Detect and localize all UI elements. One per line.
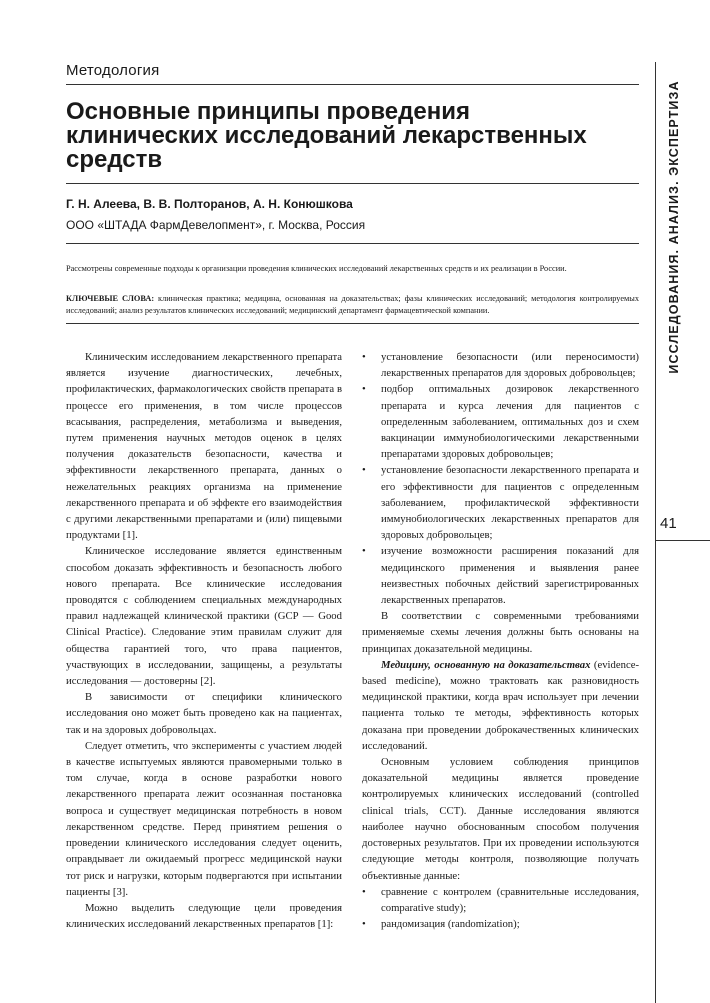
paragraph: Основным условием соблюдения принципов доказательной медицины является проведение контролируемых клинических исследований (controlled clinical trials, CCT). Данные исследования являются наиболее научно обоснованным способом получения достоверных результатов. При их проведении используются следующие методы контроля, позволяющие получать объективные данные: <box>362 756 639 882</box>
emphasis: Медицину, основанную на доказательствах <box>381 658 591 671</box>
bullet-icon: • <box>362 351 366 363</box>
divider <box>66 84 639 85</box>
sidebar-rule <box>655 62 656 1003</box>
paragraph: Медицину, основанную на доказательствах (evidence-based medicine), можно трактовать как разновидность медицинской практики, когда врач использует при лечении пациента только те методы, эффективность которых доказана при проведении доброкачественных клинических исследований. <box>362 658 640 752</box>
list-item: • подбор оптимальных дозировок лекарственного препарата и курса лечения для пациентов с определенным заболеванием, оптимальных доз и схем вакцинации иммунобиологическими лекарственными препаратами здоровых добровольцев; <box>362 383 639 461</box>
article-title: Основные принципы проведения клинических исследований лекарственных средств <box>66 98 587 173</box>
body-column-right <box>362 349 639 932</box>
keywords-text: клиническая практика; медицина, основанная на доказательствах; фазы клинических исследований; методология контролируемых исследований; анализ результатов клинических исследований; медицинский департамент фармацевтической компании. <box>66 294 639 315</box>
list-item: • изучение возможности расширения показаний для медицинского применения и выявления ранее неизвестных побочных действий зарегистрированных лекарственных препаратов. <box>362 545 639 607</box>
authors: Г. Н. Алеева, В. В. Полторанов, А. Н. Конюшкова <box>66 197 353 211</box>
paragraph: Клиническим исследованием лекарственного препарата является изучение диагностических, лечебных, профилактических, фармакологических свойств препарата в процессе его применения, в том числе процессов всасывания, распределения, метаболизма и выведения, путем применения научных методов оценок в целях получения доказательств безопасности, качества и эффективности лекарственного препарата, данных о нежелательных реакциях организма на применение лекарственного препарата и об эффекте его взаимодействия с другими лекарственными препаратами и (или) пищевыми продуктами [1]. <box>66 351 342 542</box>
bullet-icon: • <box>362 464 366 477</box>
list-item: • сравнение с контролем (сравнительные исследования, comparative study); <box>362 885 639 914</box>
affiliation: ООО «ШТАДА ФармДевелопмент», г. Москва, Россия <box>66 218 366 232</box>
paragraph: Можно выделить следующие цели проведения клинических исследований лекарственных препаратов [1]: <box>66 901 342 931</box>
body-column-left <box>66 349 342 932</box>
keywords <box>66 293 639 317</box>
goals-list <box>362 349 639 608</box>
divider <box>66 183 639 184</box>
list-item: • рандомизация (randomization); <box>362 916 639 932</box>
paragraph: Клиническое исследование является единственным способом доказать эффективность и безопасность любого нового препарата. Все клинические исследования проводятся с соблюдением специальных международных правил надлежащей клинической практики (GCP — Good Clinical Practice). Следование этим правилам служит для общества гарантией того, что права пациентов, участвующих в исследовании, защищены, а результаты исследования — достоверны [2]. <box>66 545 342 688</box>
bullet-icon: • <box>362 545 366 558</box>
paragraph: Следует отметить, что эксперименты с участием людей в качестве испытуемых являются правомерными только в том случае, когда в основе разработки нового лекарственного препарата лежит осознанная постановка вопроса и существует медицинская потребность в новом лекарственном средстве. Перед принятием решения о проведении клинического исследования следует оценить, оправдывает ли ожидаемый прогресс медицинской науки тот риск и нагрузки, которым подвергаются при испытании пациенты [3]. <box>66 739 342 898</box>
divider <box>66 323 639 324</box>
paragraph: В соответствии с современными требованиями применяемые схемы лечения должны быть основаны на принципах доказательной медицины. <box>362 610 639 655</box>
methods-list <box>362 884 639 933</box>
bullet-icon: • <box>362 885 366 898</box>
keywords-label: КЛЮЧЕВЫЕ СЛОВА: <box>66 294 155 303</box>
divider <box>66 243 639 244</box>
section-label: Методология <box>66 62 160 79</box>
divider <box>655 540 710 541</box>
list-item: • установление безопасности лекарственного препарата и его эффективности для пациентов с определенным заболеванием, профилактической эффективности иммунобиологических лекарственных препаратов для здоровых добровольцев; <box>362 464 639 542</box>
page-number: 41 <box>660 515 677 532</box>
bullet-icon: • <box>362 383 366 396</box>
paragraph: В зависимости от специфики клинического исследования оно может быть проведено как на пациентах, так и на здоровых добровольцах. <box>66 691 342 736</box>
journal-section-vertical: ИССЛЕДОВАНИЯ. АНАЛИЗ. ЭКСПЕРТИЗА <box>667 80 681 374</box>
abstract: Рассмотрены современные подходы к организации проведения клинических исследований лекарственных средств и их реализации в России. <box>66 264 567 273</box>
list-item: • установление безопасности (или переносимости) лекарственных препаратов для здоровых добровольцев; <box>362 351 639 380</box>
bullet-icon: • <box>362 918 366 931</box>
